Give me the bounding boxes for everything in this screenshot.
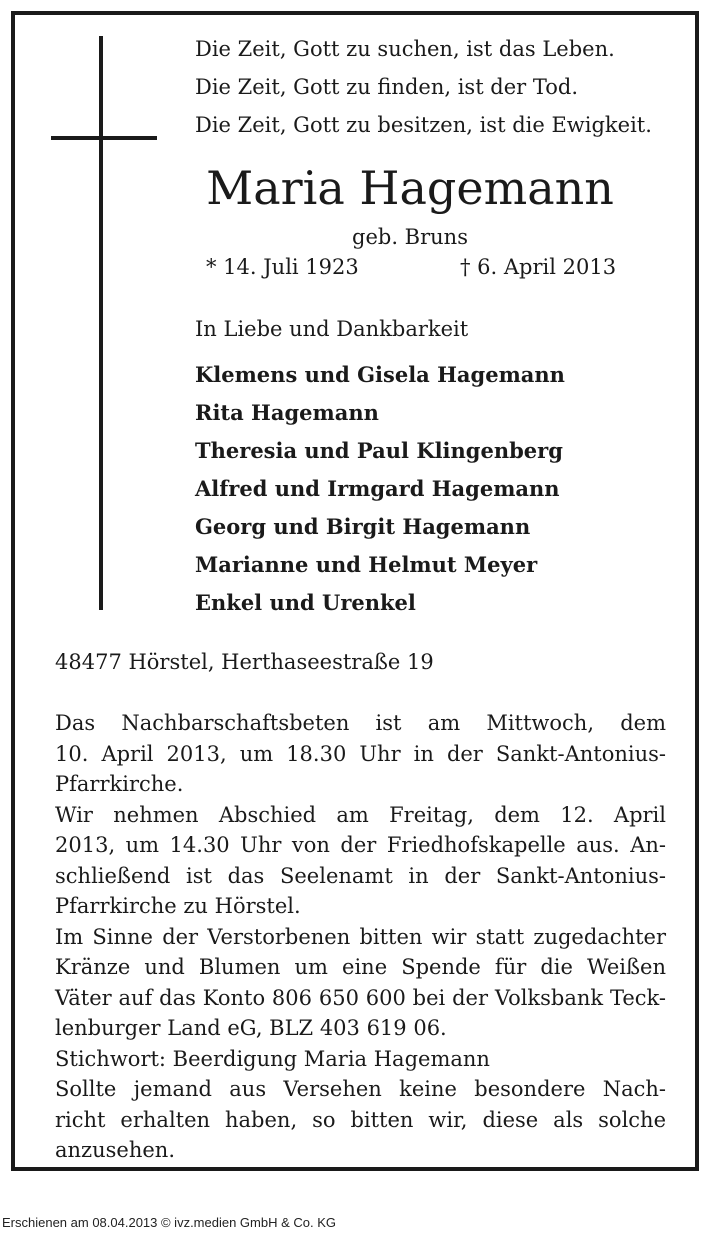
- text-line: Stichwort: Beerdigung Maria Hagemann: [55, 1046, 490, 1071]
- text-line: richt erhalten haben, so bitten wir, diese als solche: [55, 1107, 666, 1132]
- text-line: 10. April 2013, um 18.30 Uhr in der Sankt-Antonius-: [55, 741, 666, 766]
- mourners-list: [195, 356, 565, 622]
- announcement-text: [55, 708, 666, 1166]
- text-line: Pfarrkirche.: [55, 772, 184, 796]
- text-line: Im Sinne der Verstorbenen bitten wir statt zugedachter: [55, 924, 666, 949]
- text-line: Wir nehmen Abschied am Freitag, dem 12. April: [55, 802, 666, 827]
- cross-vertical-bar: [99, 36, 103, 610]
- mourner: Rita Hagemann: [195, 400, 379, 425]
- text-line: schließend ist das Seelenamt in der Sankt-Antonius-: [55, 863, 666, 888]
- mourner: Klemens und Gisela Hagemann: [195, 362, 565, 387]
- cross-horizontal-bar: [51, 136, 157, 140]
- birth-date: * 14. Juli 1923: [206, 255, 359, 279]
- mourner: Enkel und Urenkel: [195, 590, 416, 615]
- death-date: † 6. April 2013: [460, 255, 617, 279]
- address: 48477 Hörstel, Herthaseestraße 19: [55, 650, 434, 674]
- poem-line: Die Zeit, Gott zu besitzen, ist die Ewigkeit.: [195, 113, 652, 137]
- text-line: lenburger Land eG, BLZ 403 619 06.: [55, 1016, 447, 1040]
- dedication: In Liebe und Dankbarkeit: [195, 317, 469, 341]
- text-line: Väter auf das Konto 806 650 600 bei der Volksbank Teck-: [55, 985, 666, 1010]
- poem: [195, 30, 652, 144]
- deceased-name: Maria Hagemann: [206, 161, 614, 215]
- text-line: Sollte jemand aus Versehen keine besondere Nach-: [55, 1077, 666, 1101]
- mourner: Theresia und Paul Klingenberg: [195, 438, 563, 463]
- poem-line: Die Zeit, Gott zu finden, ist der Tod.: [195, 75, 579, 99]
- mourner: Georg und Birgit Hagemann: [195, 514, 531, 539]
- text-line: 2013, um 14.30 Uhr von der Friedhofskapelle aus. An-: [55, 833, 666, 857]
- mourner: Alfred und Irmgard Hagemann: [195, 476, 560, 501]
- text-line: anzusehen.: [55, 1138, 175, 1162]
- text-line: Das Nachbarschaftsbeten ist am Mittwoch, dem: [55, 711, 666, 735]
- birth-name: geb. Bruns: [352, 225, 468, 249]
- mourner: Marianne und Helmut Meyer: [195, 552, 538, 577]
- poem-line: Die Zeit, Gott zu suchen, ist das Leben.: [195, 37, 615, 61]
- text-line: Pfarrkirche zu Hörstel.: [55, 894, 301, 918]
- text-line: Kränze und Blumen um eine Spende für die Weißen: [55, 955, 666, 979]
- publication-footer: Erschienen am 08.04.2013 © ivz.medien GmbH & Co. KG: [2, 1215, 337, 1230]
